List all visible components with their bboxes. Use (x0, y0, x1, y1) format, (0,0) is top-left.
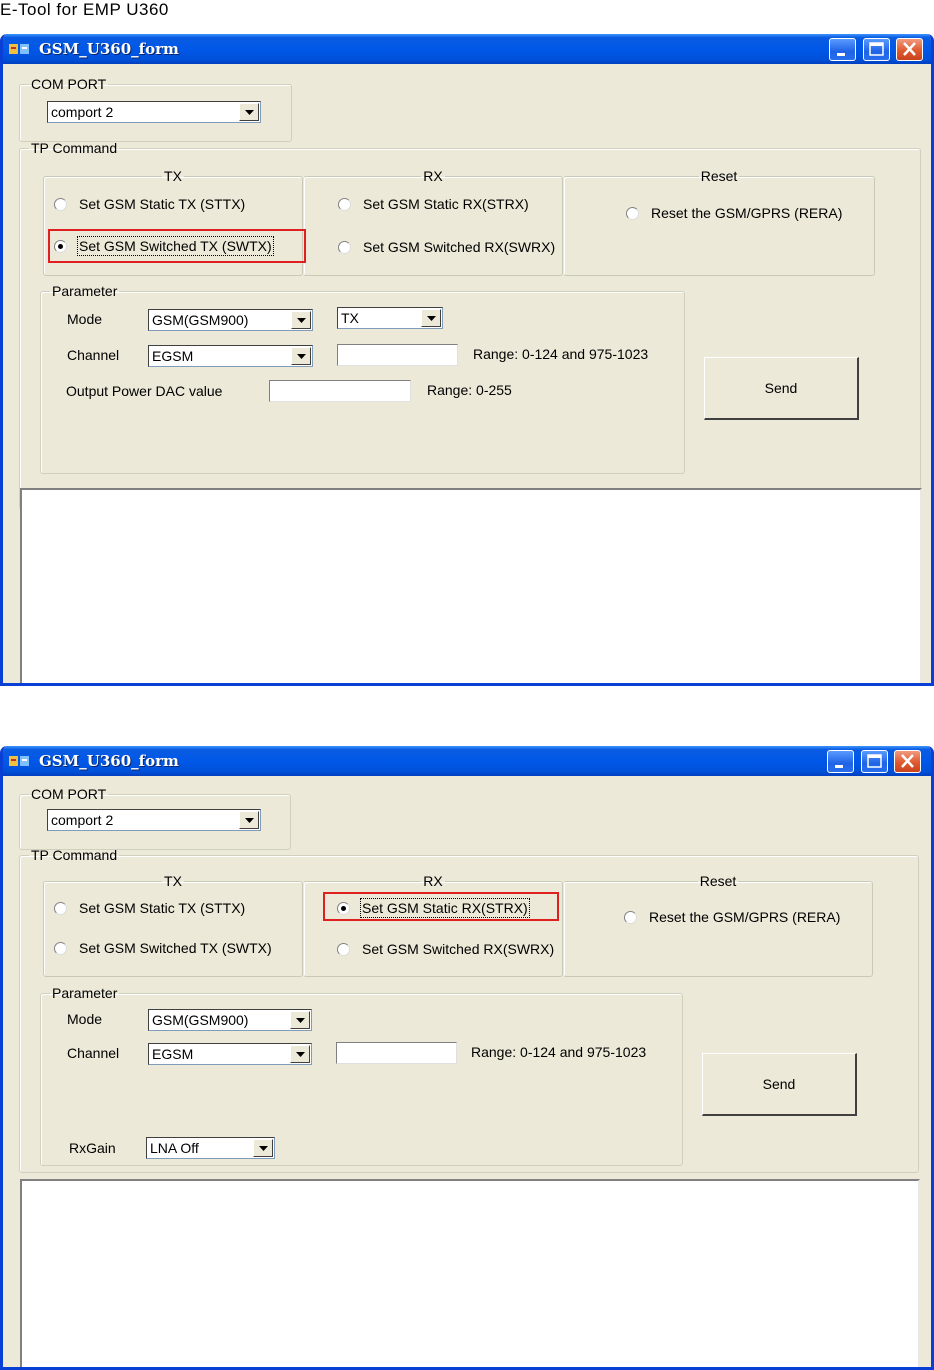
com-port-value: comport 2 (51, 812, 114, 828)
rxgain-select[interactable] (146, 1137, 275, 1159)
channel-number-input[interactable] (336, 1042, 457, 1064)
tx-group (43, 873, 303, 977)
dropdown-button[interactable] (421, 309, 441, 327)
rx-legend: RX (423, 168, 443, 184)
radio-label: Set GSM Switched TX (SWTX) (79, 238, 272, 254)
radio-button[interactable] (54, 198, 67, 211)
title-bar[interactable] (3, 746, 931, 776)
mode-select[interactable] (148, 1009, 312, 1031)
dropdown-button[interactable] (290, 1011, 310, 1029)
com-port-legend: COM PORT (31, 786, 107, 802)
maximize-button[interactable] (863, 38, 890, 61)
reset-group (563, 873, 873, 977)
send-button[interactable]: Send (702, 1053, 857, 1116)
radio-button[interactable] (54, 942, 67, 955)
channel-label: Channel (67, 347, 120, 363)
radio-button[interactable] (54, 902, 67, 915)
radio-label: Set GSM Static TX (STTX) (79, 900, 246, 916)
dac-label: Output Power DAC value (66, 383, 223, 399)
chevron-down-icon (297, 354, 306, 359)
close-button[interactable] (894, 750, 921, 773)
radio-label: Set GSM Static TX (STTX) (79, 196, 246, 212)
direction-value: TX (341, 310, 359, 326)
channel-value: EGSM (152, 1046, 194, 1062)
com-port-select[interactable] (47, 809, 261, 831)
radio-button[interactable] (337, 943, 350, 956)
dac-input[interactable] (269, 380, 411, 402)
chevron-down-icon (296, 1018, 305, 1023)
channel-select[interactable] (148, 345, 313, 367)
app-icon (9, 754, 31, 768)
mode-value: GSM(GSM900) (152, 312, 249, 328)
reset-group (563, 168, 875, 276)
gsm-form-window-rx (0, 746, 934, 1370)
radio-label: Set GSM Switched TX (SWTX) (79, 940, 272, 956)
dropdown-button[interactable] (291, 311, 311, 329)
tx-legend: TX (164, 873, 182, 889)
radio-label: Reset the GSM/GPRS (RERA) (651, 205, 843, 221)
minimize-icon (830, 39, 855, 60)
chevron-down-icon (427, 316, 436, 321)
close-icon (895, 751, 920, 772)
rxgain-label: RxGain (69, 1140, 116, 1156)
dropdown-button[interactable] (239, 811, 259, 829)
channel-label: Channel (67, 1045, 120, 1061)
window-title: GSM_U360_form (39, 40, 179, 58)
title-bar[interactable] (3, 34, 931, 64)
rx-group (303, 873, 563, 977)
send-button[interactable]: Send (704, 357, 859, 420)
channel-range-text: Range: 0-124 and 975-1023 (473, 346, 649, 362)
reset-legend: Reset (700, 168, 738, 184)
dropdown-button[interactable] (253, 1139, 273, 1157)
parameter-group (40, 985, 683, 1166)
channel-range-text: Range: 0-124 and 975-1023 (471, 1044, 647, 1060)
dac-range-text: Range: 0-255 (427, 382, 512, 398)
app-icon (9, 42, 31, 56)
dropdown-button[interactable] (290, 1045, 310, 1063)
mode-select[interactable] (148, 309, 313, 331)
chevron-down-icon (245, 110, 254, 115)
radio-label: Set GSM Switched RX(SWRX) (362, 941, 555, 957)
output-log[interactable] (20, 488, 922, 686)
close-button[interactable] (896, 38, 923, 61)
tp-command-legend: TP Command (31, 140, 118, 156)
chevron-down-icon (259, 1146, 268, 1151)
radio-label: Set GSM Static RX(STRX) (362, 900, 528, 916)
parameter-legend: Parameter (52, 283, 118, 299)
rxgain-value: LNA Off (150, 1140, 199, 1156)
rx-group (303, 168, 563, 276)
chevron-down-icon (297, 318, 306, 323)
channel-value: EGSM (152, 348, 194, 364)
maximize-button[interactable] (861, 750, 888, 773)
com-port-value: comport 2 (51, 104, 114, 120)
com-port-legend: COM PORT (31, 76, 107, 92)
dropdown-button[interactable] (291, 347, 311, 365)
radio-button[interactable] (338, 241, 351, 254)
close-icon (897, 39, 922, 60)
parameter-legend: Parameter (52, 985, 118, 1001)
output-log[interactable] (20, 1179, 920, 1370)
minimize-icon (828, 751, 853, 772)
channel-select[interactable] (148, 1043, 312, 1065)
reset-legend: Reset (699, 873, 737, 889)
rx-legend: RX (423, 873, 443, 889)
tx-legend: TX (164, 168, 182, 184)
radio-button[interactable] (626, 207, 639, 220)
channel-number-input[interactable] (337, 344, 458, 366)
chevron-down-icon (296, 1052, 305, 1057)
radio-button[interactable] (54, 240, 67, 253)
minimize-button[interactable] (829, 38, 856, 61)
tp-command-legend: TP Command (31, 847, 118, 863)
radio-label: Set GSM Static RX(STRX) (363, 196, 529, 212)
radio-button[interactable] (337, 902, 350, 915)
chevron-down-icon (245, 818, 254, 823)
maximize-icon (864, 39, 889, 60)
document-caption: E-Tool for EMP U360 (0, 0, 169, 19)
window-title: GSM_U360_form (39, 752, 179, 770)
gsm-form-window-tx (0, 34, 934, 686)
dropdown-button[interactable] (239, 103, 259, 121)
radio-button[interactable] (338, 198, 351, 211)
mode-label: Mode (67, 1011, 103, 1027)
radio-label: Reset the GSM/GPRS (RERA) (649, 909, 841, 925)
maximize-icon (862, 751, 887, 772)
direction-select[interactable] (337, 307, 443, 329)
com-port-select[interactable] (47, 101, 261, 123)
radio-button[interactable] (624, 911, 637, 924)
radio-label: Set GSM Switched RX(SWRX) (363, 239, 556, 255)
mode-value: GSM(GSM900) (152, 1012, 249, 1028)
minimize-button[interactable] (827, 750, 854, 773)
mode-label: Mode (67, 311, 103, 327)
